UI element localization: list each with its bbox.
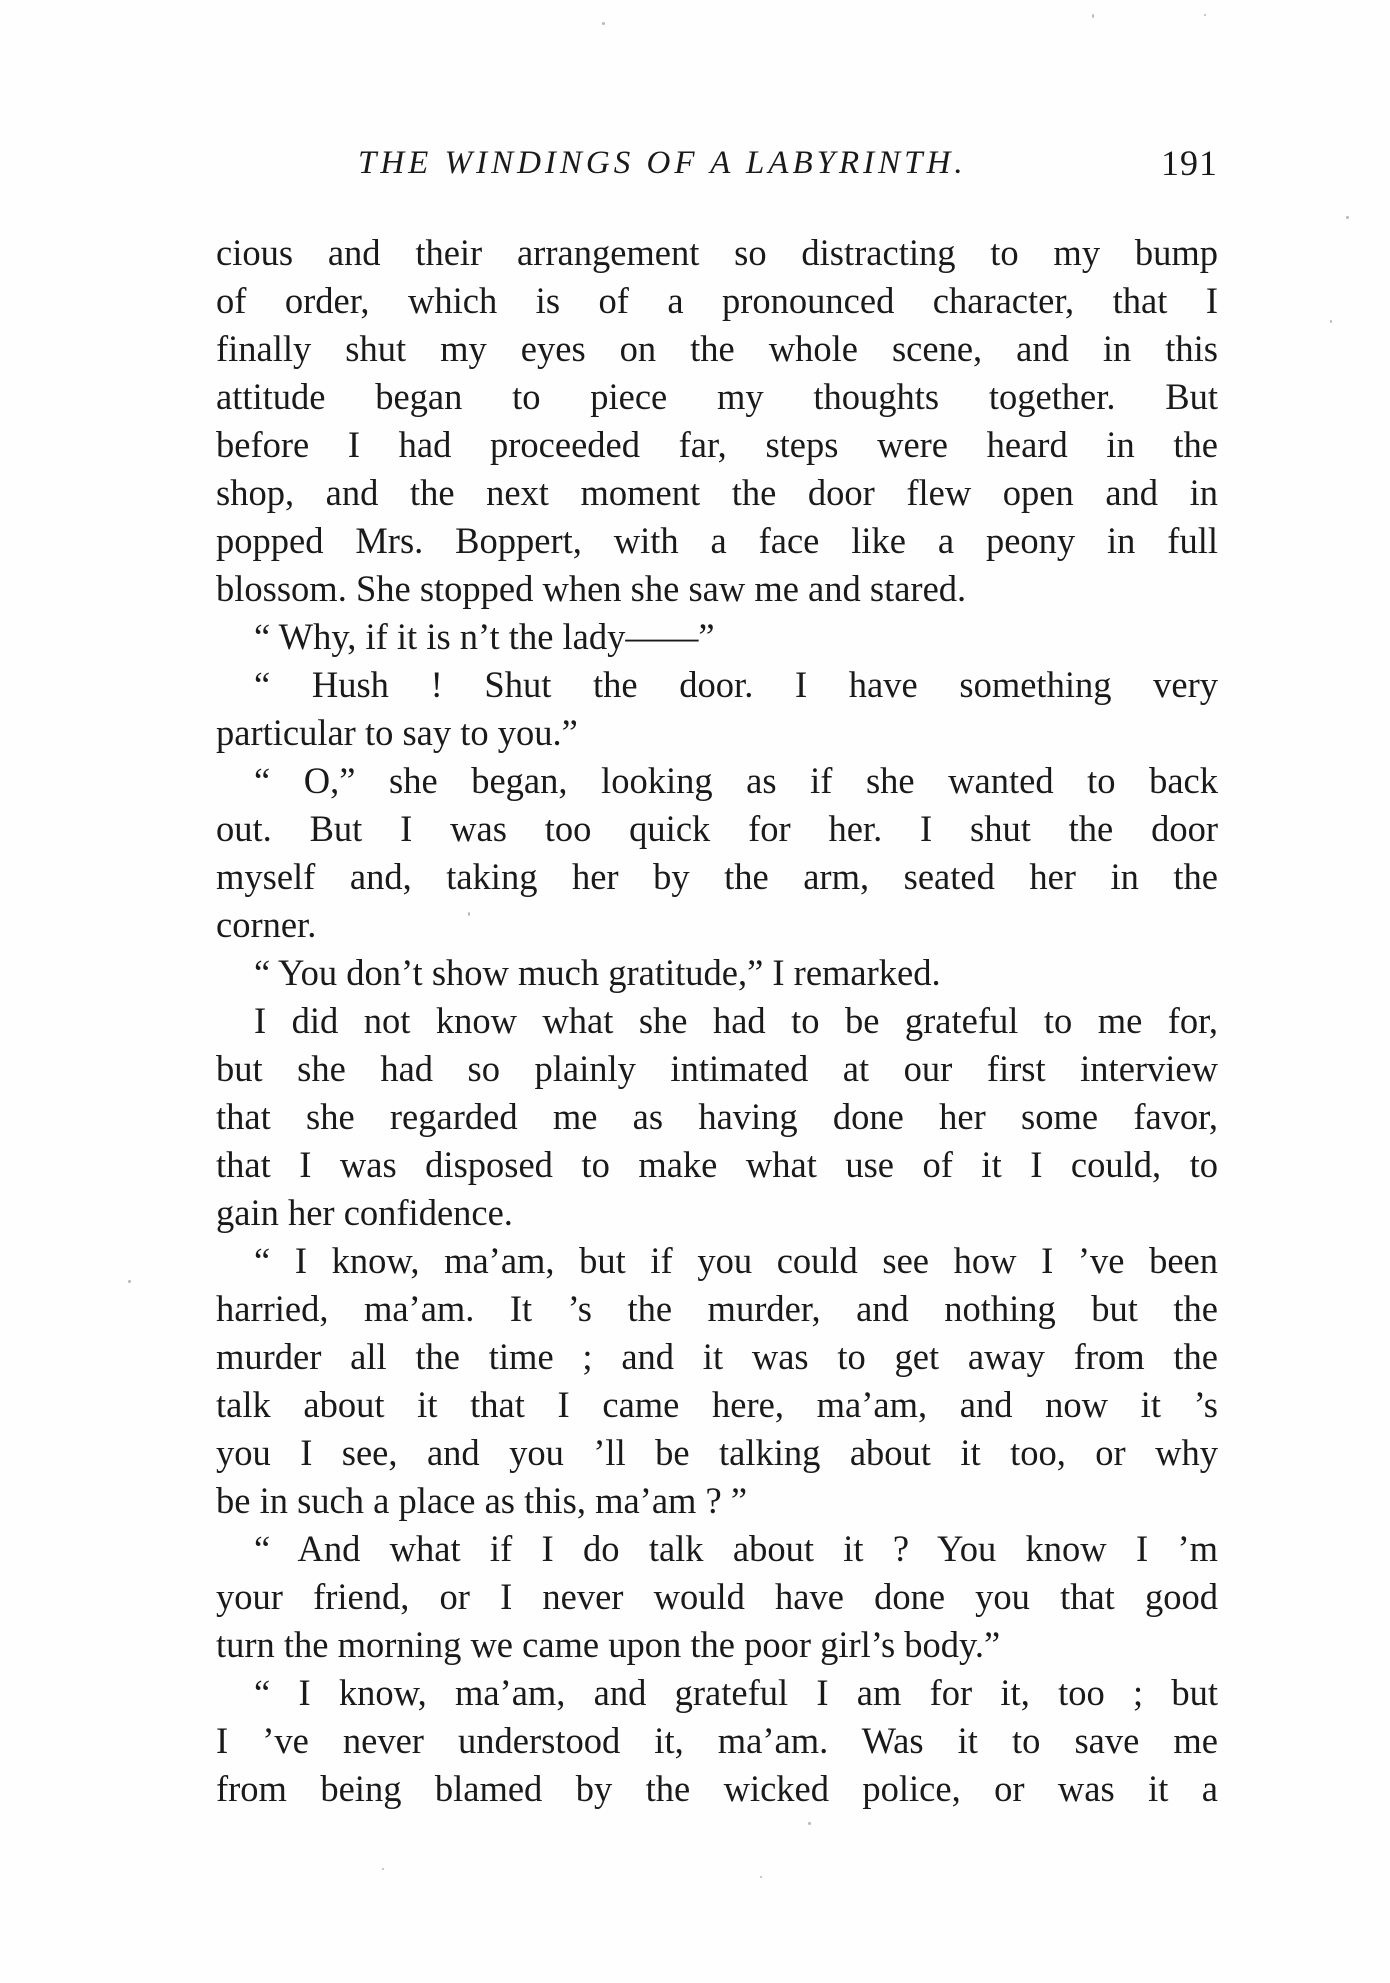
text-line: blossom. She stopped when she saw me and stared.: [216, 568, 967, 609]
text-line: attitude began to piece my thoughts together. But: [216, 376, 1218, 417]
scan-speck: [382, 1868, 384, 1870]
text-line: myself and, taking her by the arm, seated her in the: [216, 856, 1218, 897]
text-line: I ’ve never understood it, ma’am. Was it to save me: [216, 1720, 1218, 1761]
text-line: “ Hush ! Shut the door. I have something very: [254, 664, 1218, 705]
text-line: harried, ma’am. It ’s the murder, and nothing but the: [216, 1288, 1218, 1329]
running-head: [216, 138, 1218, 188]
text-line: “ O,” she began, looking as if she wanted to back: [254, 760, 1218, 801]
text-line: before I had proceeded far, steps were heard in the: [216, 424, 1218, 465]
text-line: “ Why, if it is n’t the lady——”: [254, 616, 715, 657]
text-line: that I was disposed to make what use of it I could, to: [216, 1144, 1218, 1185]
text-line: “ You don’t show much gratitude,” I remarked.: [254, 952, 941, 993]
scan-speck: [1346, 216, 1349, 219]
text-line: murder all the time ; and it was to get away from the: [216, 1336, 1218, 1377]
text-line: of order, which is of a pronounced character, that I: [216, 280, 1218, 321]
text-line: from being blamed by the wicked police, or was it a: [216, 1768, 1218, 1809]
text-line: cious and their arrangement so distracting to my bump: [216, 232, 1218, 273]
scan-speck: [468, 912, 470, 916]
scan-speck: [808, 1822, 811, 1825]
page-number: 191: [1161, 143, 1218, 183]
text-line: shop, and the next moment the door flew open and in: [216, 472, 1218, 513]
text-line: be in such a place as this, ma’am ? ”: [216, 1480, 748, 1521]
text-line: you I see, and you ’ll be talking about it too, or why: [216, 1432, 1218, 1473]
text-line: I did not know what she had to be grateful to me for,: [254, 1000, 1218, 1041]
text-line: but she had so plainly intimated at our first interview: [216, 1048, 1218, 1089]
scan-speck: [128, 1280, 131, 1283]
text-line: corner.: [216, 904, 317, 945]
scan-speck: [1330, 320, 1332, 323]
scan-speck: [1204, 14, 1206, 16]
text-line: talk about it that I came here, ma’am, and now it ’s: [216, 1384, 1218, 1425]
scan-speck: [760, 1876, 762, 1878]
scan-speck: [602, 22, 605, 25]
running-title: THE WINDINGS OF A LABYRINTH.: [358, 145, 967, 181]
text-line: “ And what if I do talk about it ? You know I ’m: [254, 1528, 1218, 1569]
text-line: finally shut my eyes on the whole scene, and in this: [216, 328, 1218, 369]
text-line: out. But I was too quick for her. I shut the door: [216, 808, 1218, 849]
text-line: “ I know, ma’am, and grateful I am for it, too ; but: [254, 1672, 1218, 1713]
text-line: that she regarded me as having done her some favor,: [216, 1096, 1218, 1137]
text-line: gain her confidence.: [216, 1192, 513, 1233]
scan-speck: [1092, 14, 1094, 18]
text-line: popped Mrs. Boppert, with a face like a peony in full: [216, 520, 1218, 561]
text-line: your friend, or I never would have done you that good: [216, 1576, 1218, 1617]
body-text: [216, 229, 1218, 1813]
text-line: particular to say to you.”: [216, 712, 578, 753]
text-line: “ I know, ma’am, but if you could see how I ’ve been: [254, 1240, 1218, 1281]
text-line: turn the morning we came upon the poor girl’s body.”: [216, 1624, 1001, 1665]
